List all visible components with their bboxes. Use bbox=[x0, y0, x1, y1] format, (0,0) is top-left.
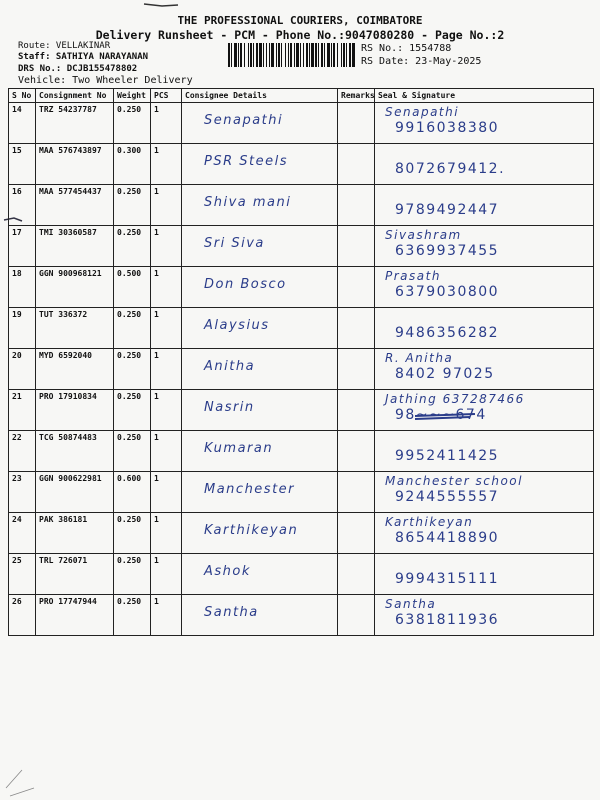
cell-signature bbox=[375, 431, 594, 472]
barcode-bar bbox=[248, 43, 249, 67]
barcode-bar bbox=[244, 43, 245, 67]
cell-signature bbox=[375, 103, 594, 144]
col-header-consignment: Consignment No bbox=[36, 89, 114, 103]
cell-consignee bbox=[182, 308, 338, 349]
cell-remarks bbox=[338, 595, 375, 636]
handwritten-phone: 9952411425 bbox=[395, 448, 500, 464]
cell-pcs: 1 bbox=[151, 267, 182, 308]
rs-number: RS No.: 1554788 bbox=[361, 43, 452, 54]
barcode-bar bbox=[266, 43, 267, 67]
table-row bbox=[9, 308, 594, 349]
barcode-bar bbox=[294, 43, 295, 67]
cell-consignee bbox=[182, 144, 338, 185]
cell-consignment-no: MYD 6592040 bbox=[36, 349, 114, 390]
barcode-bar bbox=[288, 43, 289, 67]
cell-consignment-no: TCG 50874483 bbox=[36, 431, 114, 472]
table-row bbox=[9, 185, 594, 226]
cell-remarks bbox=[338, 103, 375, 144]
cell-consignment-no: TRL 726071 bbox=[36, 554, 114, 595]
barcode-bar bbox=[300, 43, 301, 67]
runsheet-table bbox=[8, 88, 594, 636]
cell-weight: 0.250 bbox=[114, 226, 151, 267]
barcode-bar bbox=[306, 43, 308, 67]
table-row bbox=[9, 144, 594, 185]
cell-consignment-no: TRZ 54237787 bbox=[36, 103, 114, 144]
handwritten-signature: Senapathi bbox=[385, 105, 460, 119]
table-row bbox=[9, 595, 594, 636]
cell-signature bbox=[375, 513, 594, 554]
cell-consignee bbox=[182, 185, 338, 226]
cell-consignment-no: MAA 576743897 bbox=[36, 144, 114, 185]
cell-weight: 0.250 bbox=[114, 103, 151, 144]
barcode-bar bbox=[240, 43, 242, 67]
cell-signature bbox=[375, 349, 594, 390]
handwritten-phone: 6379030800 bbox=[395, 284, 500, 300]
cell-consignee bbox=[182, 226, 338, 267]
barcode-bar bbox=[333, 43, 335, 67]
barcode-bar bbox=[231, 43, 232, 67]
cell-sno: 26 bbox=[9, 595, 36, 636]
cell-remarks bbox=[338, 267, 375, 308]
barcode-bar bbox=[250, 43, 252, 67]
vehicle-label: Vehicle: Two Wheeler Delivery bbox=[18, 75, 193, 86]
cell-consignment-no: MAA 577454437 bbox=[36, 185, 114, 226]
barcode-bar bbox=[281, 43, 282, 67]
cell-weight: 0.250 bbox=[114, 185, 151, 226]
route-label: Route: VELLAKINAR bbox=[18, 41, 111, 51]
cell-pcs: 1 bbox=[151, 513, 182, 554]
handwritten-signature: Manchester school bbox=[385, 474, 523, 488]
col-header-sno: S No bbox=[9, 89, 36, 103]
barcode-bar bbox=[303, 43, 304, 67]
cell-sno: 15 bbox=[9, 144, 36, 185]
handwritten-consignee: Shiva mani bbox=[204, 195, 292, 210]
col-header-weight: Weight bbox=[114, 89, 151, 103]
barcode-bar bbox=[327, 43, 330, 67]
cell-pcs: 1 bbox=[151, 431, 182, 472]
barcode-bar bbox=[253, 43, 254, 67]
handwritten-signature: Sivashram bbox=[385, 228, 462, 242]
table-row bbox=[9, 103, 594, 144]
cell-consignee bbox=[182, 349, 338, 390]
cell-weight: 0.250 bbox=[114, 349, 151, 390]
cell-weight: 0.500 bbox=[114, 267, 151, 308]
cell-signature bbox=[375, 308, 594, 349]
cell-remarks bbox=[338, 390, 375, 431]
cell-consignee bbox=[182, 103, 338, 144]
table-row bbox=[9, 226, 594, 267]
cell-consignment-no: GGN 900968121 bbox=[36, 267, 114, 308]
cell-remarks bbox=[338, 472, 375, 513]
cell-signature bbox=[375, 267, 594, 308]
barcode-bar bbox=[234, 43, 237, 67]
handwritten-phone: 9789492447 bbox=[395, 202, 500, 218]
cell-remarks bbox=[338, 226, 375, 267]
handwritten-consignee: Don Bosco bbox=[204, 277, 287, 292]
barcode-bar bbox=[296, 43, 299, 67]
table-row bbox=[9, 390, 594, 431]
barcode-bar bbox=[346, 43, 347, 67]
barcode-bar bbox=[324, 43, 325, 67]
cell-pcs: 1 bbox=[151, 103, 182, 144]
cell-pcs: 1 bbox=[151, 390, 182, 431]
cell-consignment-no: PRO 17910834 bbox=[36, 390, 114, 431]
handwritten-signature: Jathing 637287466 bbox=[385, 392, 525, 406]
table-header-row bbox=[9, 89, 594, 103]
cell-consignee bbox=[182, 431, 338, 472]
barcode-bar bbox=[285, 43, 286, 67]
cell-sno: 22 bbox=[9, 431, 36, 472]
runsheet-subtitle: Delivery Runsheet - PCM - Phone No.:9047080280 - Page No.:2 bbox=[95, 28, 505, 42]
cell-sno: 20 bbox=[9, 349, 36, 390]
rs-date: RS Date: 23-May-2025 bbox=[361, 56, 482, 67]
cell-pcs: 1 bbox=[151, 595, 182, 636]
handwritten-consignee: Kumaran bbox=[204, 441, 274, 456]
handwritten-consignee: Senapathi bbox=[204, 113, 284, 128]
table-row bbox=[9, 267, 594, 308]
barcode-bar bbox=[259, 43, 262, 67]
barcode-bar bbox=[228, 43, 230, 67]
handwritten-phone: 98~~~674 bbox=[395, 407, 487, 423]
cell-sno: 16 bbox=[9, 185, 36, 226]
handwritten-phone: 8654418890 bbox=[395, 530, 500, 546]
cell-remarks bbox=[338, 431, 375, 472]
col-header-seal: Seal & Signature bbox=[375, 89, 594, 103]
handwritten-phone: 9244555557 bbox=[395, 489, 500, 505]
cell-pcs: 1 bbox=[151, 185, 182, 226]
barcode bbox=[228, 43, 356, 67]
cell-weight: 0.250 bbox=[114, 595, 151, 636]
barcode-bar bbox=[290, 43, 292, 67]
cell-consignee bbox=[182, 595, 338, 636]
barcode-bar bbox=[321, 43, 323, 67]
cell-consignee bbox=[182, 390, 338, 431]
handwritten-consignee: PSR Steels bbox=[204, 154, 288, 169]
handwritten-phone: 9486356282 bbox=[395, 325, 500, 341]
barcode-bar bbox=[311, 43, 314, 67]
handwritten-signature: Karthikeyan bbox=[385, 515, 474, 529]
handwritten-consignee: Santha bbox=[204, 605, 259, 620]
cell-remarks bbox=[338, 513, 375, 554]
cell-signature bbox=[375, 554, 594, 595]
handwritten-phone: 6369937455 bbox=[395, 243, 500, 259]
staff-label: Staff: SATHIYA NARAYANAN bbox=[18, 52, 149, 62]
cell-pcs: 1 bbox=[151, 226, 182, 267]
barcode-bar bbox=[256, 43, 258, 67]
cell-remarks bbox=[338, 144, 375, 185]
handwritten-phone: 6381811936 bbox=[395, 612, 500, 628]
handwritten-consignee: Sri Siva bbox=[204, 236, 265, 251]
cell-consignment-no: TUT 336372 bbox=[36, 308, 114, 349]
drs-label: DRS No.: DCJB155478802 bbox=[18, 64, 138, 74]
cell-weight: 0.250 bbox=[114, 513, 151, 554]
cell-pcs: 1 bbox=[151, 349, 182, 390]
cell-weight: 0.600 bbox=[114, 472, 151, 513]
cell-weight: 0.300 bbox=[114, 144, 151, 185]
cell-signature bbox=[375, 472, 594, 513]
cell-pcs: 1 bbox=[151, 308, 182, 349]
company-title: THE PROFESSIONAL COURIERS, COIMBATORE bbox=[177, 14, 423, 27]
cell-pcs: 1 bbox=[151, 554, 182, 595]
cell-remarks bbox=[338, 554, 375, 595]
barcode-bar bbox=[331, 43, 332, 67]
col-header-consignee: Consignee Details bbox=[182, 89, 338, 103]
cell-sno: 25 bbox=[9, 554, 36, 595]
handwritten-phone: 8402 97025 bbox=[395, 366, 495, 382]
cell-pcs: 1 bbox=[151, 472, 182, 513]
barcode-bar bbox=[278, 43, 280, 67]
handwritten-phone: 9994315111 bbox=[395, 571, 500, 587]
cell-consignee bbox=[182, 554, 338, 595]
barcode-bar bbox=[349, 43, 351, 67]
table-row bbox=[9, 349, 594, 390]
barcode-bar bbox=[343, 43, 345, 67]
barcode-bar bbox=[352, 43, 355, 67]
corner-mark bbox=[142, 0, 182, 10]
barcode-bar bbox=[238, 43, 239, 67]
cell-signature bbox=[375, 144, 594, 185]
cell-signature bbox=[375, 390, 594, 431]
barcode-bar bbox=[318, 43, 319, 67]
cell-consignment-no: GGN 900622981 bbox=[36, 472, 114, 513]
cell-consignment-no: PRO 17747944 bbox=[36, 595, 114, 636]
cell-weight: 0.250 bbox=[114, 390, 151, 431]
handwritten-signature: Santha bbox=[385, 597, 437, 611]
barcode-bar bbox=[341, 43, 342, 67]
cell-consignment-no: TMI 30360587 bbox=[36, 226, 114, 267]
cell-sno: 19 bbox=[9, 308, 36, 349]
cell-consignee bbox=[182, 472, 338, 513]
cell-sno: 14 bbox=[9, 103, 36, 144]
cell-remarks bbox=[338, 349, 375, 390]
cell-weight: 0.250 bbox=[114, 554, 151, 595]
table-row bbox=[9, 472, 594, 513]
cell-sno: 23 bbox=[9, 472, 36, 513]
barcode-bar bbox=[315, 43, 317, 67]
cell-sno: 18 bbox=[9, 267, 36, 308]
cell-pcs: 1 bbox=[151, 144, 182, 185]
cell-sno: 21 bbox=[9, 390, 36, 431]
handwritten-signature: R. Anitha bbox=[385, 351, 454, 365]
cell-signature bbox=[375, 185, 594, 226]
barcode-bar bbox=[269, 43, 270, 67]
handwritten-phone: 9916038380 bbox=[395, 120, 500, 136]
table-row bbox=[9, 513, 594, 554]
barcode-bar bbox=[271, 43, 274, 67]
handwritten-consignee: Karthikeyan bbox=[204, 523, 299, 538]
handwritten-consignee: Alaysius bbox=[204, 318, 270, 333]
barcode-bar bbox=[276, 43, 277, 67]
handwritten-phone: 8072679412. bbox=[395, 161, 506, 177]
barcode-bar bbox=[309, 43, 310, 67]
handwritten-signature: Prasath bbox=[385, 269, 441, 283]
cell-consignee bbox=[182, 513, 338, 554]
cell-consignment-no: PAK 386181 bbox=[36, 513, 114, 554]
cell-sno: 17 bbox=[9, 226, 36, 267]
table-row bbox=[9, 431, 594, 472]
cell-consignee bbox=[182, 267, 338, 308]
col-header-pcs: PCS bbox=[151, 89, 182, 103]
handwritten-consignee: Anitha bbox=[204, 359, 256, 374]
cell-remarks bbox=[338, 308, 375, 349]
handwritten-consignee: Ashok bbox=[204, 564, 251, 579]
barcode-bar bbox=[263, 43, 264, 67]
cell-signature bbox=[375, 226, 594, 267]
table-row bbox=[9, 554, 594, 595]
cell-weight: 0.250 bbox=[114, 308, 151, 349]
handwritten-consignee: Nasrin bbox=[204, 400, 255, 415]
corner-fold-mark bbox=[4, 760, 44, 800]
col-header-remarks: Remarks bbox=[338, 89, 375, 103]
cell-remarks bbox=[338, 185, 375, 226]
cell-signature bbox=[375, 595, 594, 636]
cell-sno: 24 bbox=[9, 513, 36, 554]
cell-weight: 0.250 bbox=[114, 431, 151, 472]
handwritten-consignee: Manchester bbox=[204, 482, 296, 497]
barcode-bar bbox=[337, 43, 338, 67]
